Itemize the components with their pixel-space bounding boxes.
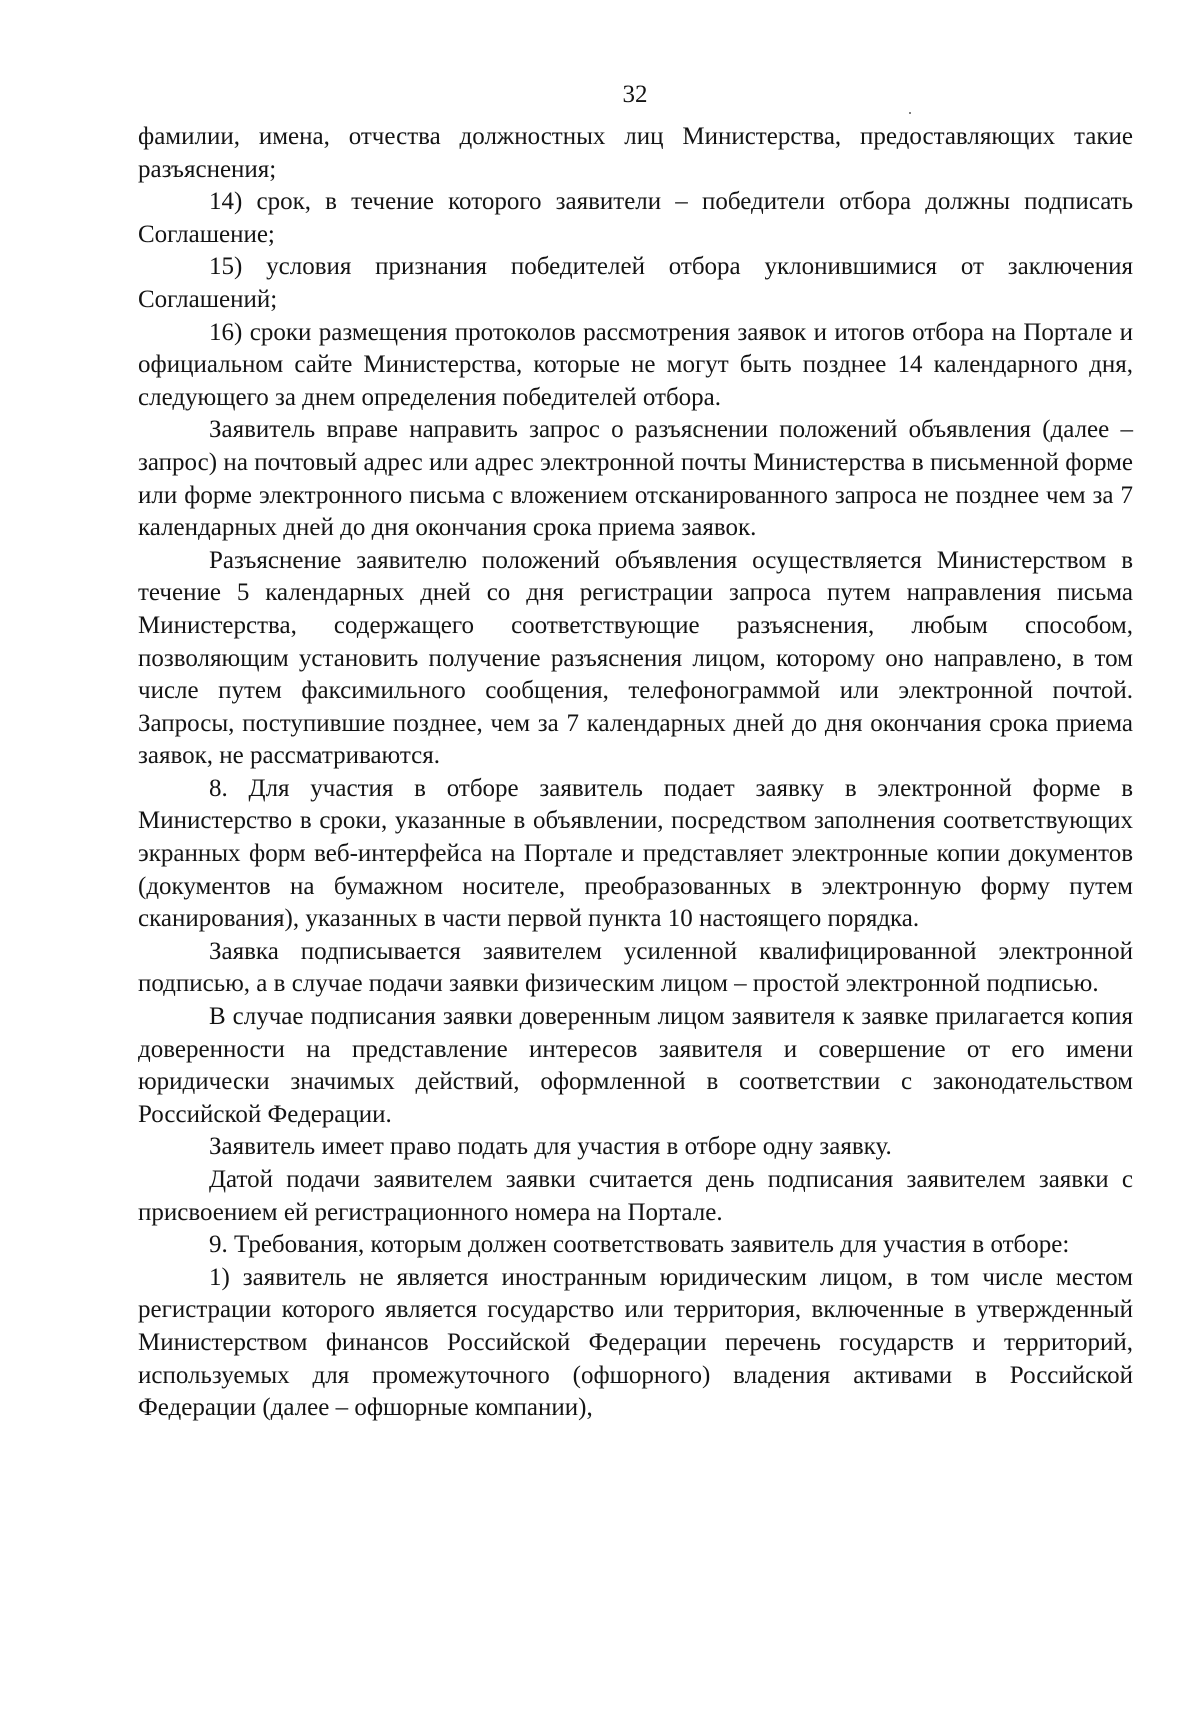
scan-speck xyxy=(909,112,911,114)
paragraph-continuation: фамилии, имена, отчества должностных лиц Министерства, предоставляющих такие разъяснения; xyxy=(138,123,1133,183)
paragraph-power-of-attorney: В случае подписания заявки доверенным лицом заявителя к заявке прилагается копия доверенности на представление интересов заявителя и совершение от его имени юридически значимых действий, оформленной в соответствии с законодательством Российской Федерации. xyxy=(138,1003,1133,1128)
paragraph-item-15: 15) условия признания победителей отбора уклонившимися от заключения Соглашений; xyxy=(138,253,1133,313)
paragraph-section-9: 9. Требования, которым должен соответствовать заявитель для участия в отборе: xyxy=(209,1231,1070,1259)
body-text xyxy=(138,121,1133,1425)
paragraph-clarification-procedure: Разъяснение заявителю положений объявления осуществляется Министерством в течение 5 календарных дней со дня регистрации запроса путем направления письма Министерства, содержащего соответствующие разъяснения, любым способом, позволяющим установить получение разъяснения лицом, которому оно направлено, в том числе путем факсимильного сообщения, телефонограммой или электронной почтой. Запросы, поступившие позднее, чем за 7 календарных дней до дня окончания срока приема заявок, не рассматриваются. xyxy=(138,546,1133,770)
paragraph-item-14: 14) срок, в течение которого заявители – победители отбора должны подписать Соглашение; xyxy=(138,188,1133,248)
paragraph-application-signature: Заявка подписывается заявителем усиленной квалифицированной электронной подписью, а в случае подачи заявки физическим лицом – простой электронной подписью. xyxy=(138,937,1133,998)
paragraph-one-application: Заявитель имеет право подать для участия в отборе одну заявку. xyxy=(209,1133,892,1161)
paragraph-requirement-1: 1) заявитель не является иностранным юридическим лицом, в том числе местом регистрации которого является государство или территория, включенные в утвержденный Министерством финансов Российской Федерации перечень государств и территорий, используемых для промежуточного (офшорного) владения активами в Российской Федерации (далее – офшорные компании), xyxy=(138,1263,1133,1422)
paragraph-item-16: 16) сроки размещения протоколов рассмотрения заявок и итогов отбора на Портале и официальном сайте Министерства, которые не могут быть позднее 14 календарного дня, следующего за днем определения победителей отбора. xyxy=(138,318,1133,411)
page-number: 32 xyxy=(622,81,648,108)
paragraph-submission-date: Датой подачи заявителем заявки считается день подписания заявителем заявки с присвоением ей регистрационного номера на Портале. xyxy=(138,1166,1133,1226)
paragraph-request-clarification: Заявитель вправе направить запрос о разъяснении положений объявления (далее – запрос) на почтовый адрес или адрес электронной почты Министерства в письменной форме или форме электронного письма с вложением отсканированного запроса не позднее чем за 7 календарных дней до дня окончания срока приема заявок. xyxy=(138,416,1133,542)
paragraph-section-8: 8. Для участия в отборе заявитель подает заявку в электронной форме в Министерство в сроки, указанные в объявлении, посредством заполнения соответствующих экранных форм веб-интерфейса на Портале и представляет электронные копии документов (документов на бумажном носителе, преобразованных в электронную форму путем сканирования), указанных в части первой пункта 10 настоящего порядка. xyxy=(138,774,1133,933)
